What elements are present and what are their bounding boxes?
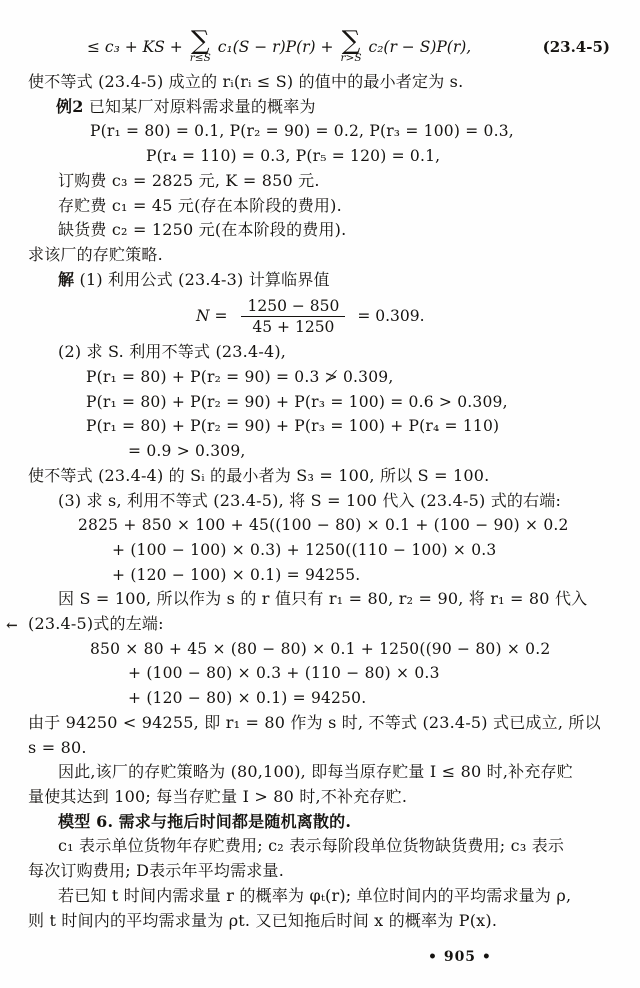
solution-step1-heading <box>58 268 610 293</box>
rhs-calculation-line-2: + (100 − 100) × 0.3) + 1250((110 − 100) × 0.3 <box>112 540 497 559</box>
model6-definitions-line-1: c₁ 表示单位货物年存贮费用; c₂ 表示每阶段单位货物缺货费用; c₃ 表示 <box>58 836 565 856</box>
intro-line: 使不等式 (23.4-5) 成立的 rᵢ(rᵢ ≤ S) 的值中的最小者定为 s. <box>28 72 464 91</box>
holding-cost-line: 存贮费 c₁ = 45 元(存在本阶段的费用). <box>58 195 342 215</box>
sum-limits: r≤S <box>189 52 211 64</box>
fraction-denominator: 45 + 1250 <box>252 317 335 336</box>
lhs-calculation-line-2: + (100 − 80) × 0.3 + (110 − 80) × 0.3 <box>128 664 440 683</box>
probability-line-1: P(r₁ = 80) = 0.1, P(r₂ = 90) = 0.2, P(r₃ = 100) = 0.3, <box>90 122 514 141</box>
lhs-calculation-line-3: + (120 − 80) × 0.1) = 94250. <box>128 689 367 708</box>
critical-value-formula <box>196 292 610 340</box>
inequality-line-3a: P(r₁ = 80) + P(r₂ = 90) + P(r₃ = 100) + P(r₄ = 110) <box>86 417 500 436</box>
fraction-numerator: 1250 − 850 <box>241 297 345 317</box>
s-result-line: s = 80. <box>28 737 87 757</box>
equation-number: (23.4-5) <box>542 38 610 56</box>
rhs-calculation-line-1: 2825 + 850 × 100 + 45((100 − 80) × 0.1 + (100 − 90) × 0.2 <box>78 516 569 535</box>
compare-line: 由于 94250 < 94255, 即 r₁ = 80 作为 s 时, 不等式 (23.4-5) 式已成立, 所以 <box>28 712 601 732</box>
probability-line-2: P(r₄ = 110) = 0.3, P(r₅ = 120) = 0.1, <box>146 147 441 166</box>
summation-r-le-S <box>189 26 211 64</box>
formula-sum2-body: c₂(r − S)P(r), <box>368 38 472 56</box>
lhs-calculation-line-1: 850 × 80 + 45 × (80 − 80) × 0.1 + 1250((90 − 80) × 0.2 <box>90 639 551 658</box>
page-number: • 905 • <box>428 949 492 966</box>
example2-heading <box>56 95 610 120</box>
step1-intro: (1) 利用公式 (23.4-3) 计算临界值 <box>79 269 330 289</box>
lhs-label-line <box>6 612 610 637</box>
solution-label: 解 <box>58 269 75 289</box>
s-conclusion-line: 使不等式 (23.4-4) 的 Sᵢ 的最小者为 S₃ = 100, 所以 S = 100. <box>28 465 490 485</box>
sum-limits: r>S <box>340 52 362 64</box>
summation-r-gt-S <box>340 26 362 64</box>
policy-line-1: 因此,该厂的存贮策略为 (80,100), 即每当原存贮量 I ≤ 80 时,补充存贮 <box>58 762 573 782</box>
model6-title: 需求与拖后时间都是随机离散的. <box>118 811 352 831</box>
step3-intro: (3) 求 s, 利用不等式 (23.4-5), 将 S = 100 代入 (23.4-5) 式的右端: <box>58 490 562 510</box>
model6-heading <box>58 810 610 835</box>
inequality-line-3b: = 0.9 > 0.309, <box>128 442 246 461</box>
margin-arrow-icon: ← <box>6 618 18 635</box>
sigma-icon: ∑ <box>341 26 361 56</box>
rhs-calculation-line-3: + (120 − 100) × 0.1) = 94255. <box>112 565 361 584</box>
question-line: 求该厂的存贮策略. <box>28 244 163 264</box>
because-line: 因 S = 100, 所以作为 s 的 r 值只有 r₁ = 80, r₂ = 90, 将 r₁ = 80 代入 <box>58 589 588 609</box>
example2-label: 例2 <box>56 96 84 116</box>
critical-value-result: = 0.309. <box>357 307 425 326</box>
policy-line-2: 量使其达到 100; 每当存贮量 I > 80 时,不补充存贮. <box>28 786 408 806</box>
fraction <box>241 297 345 336</box>
critical-value-lhs: N = <box>196 307 228 326</box>
model6-assumption-line-2: 则 t 时间内的平均需求量为 ρt. 又已知拖后时间 x 的概率为 P(x). <box>28 910 498 930</box>
model6-label: 模型 6. <box>58 811 114 831</box>
display-formula-23-4-5 <box>84 24 610 70</box>
order-cost-line: 订购费 c₃ = 2825 元, K = 850 元. <box>58 170 320 190</box>
inequality-line-2: P(r₁ = 80) + P(r₂ = 90) + P(r₃ = 100) = 0.6 > 0.309, <box>86 392 508 411</box>
model6-definitions-line-2: 每次订购费用; D表示年平均需求量. <box>28 861 284 881</box>
step2-intro: (2) 求 S. 利用不等式 (23.4-4), <box>58 342 287 362</box>
example2-intro: 已知某厂对原料需求量的概率为 <box>88 96 316 116</box>
shortage-cost-line: 缺货费 c₂ = 1250 元(在本阶段的费用). <box>58 220 347 240</box>
model6-assumption-line-1: 若已知 t 时间内需求量 r 的概率为 φₜ(r); 单位时间内的平均需求量为 ρ, <box>58 885 572 905</box>
lhs-label-text: (23.4-5)式的左端: <box>28 614 164 634</box>
sigma-icon: ∑ <box>190 26 210 56</box>
formula-prefix: ≤ c₃ + KS + <box>87 38 183 56</box>
formula-sum1-body: c₁(S − r)P(r) + <box>217 38 334 56</box>
inequality-line-1: P(r₁ = 80) + P(r₂ = 90) = 0.3 ≯ 0.309, <box>86 368 394 387</box>
